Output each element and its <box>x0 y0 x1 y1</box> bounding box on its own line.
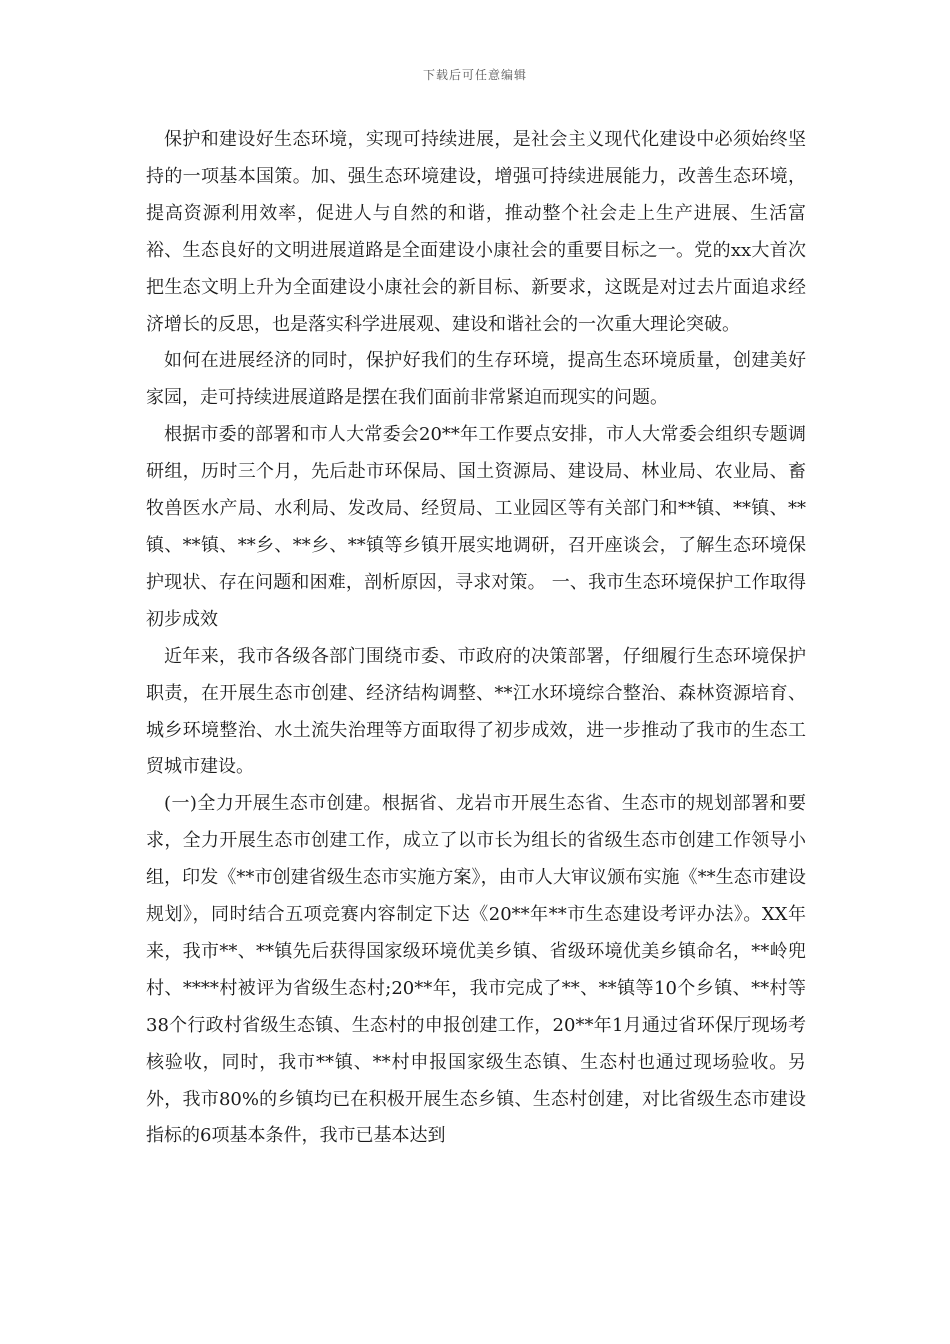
paragraph-achievements: 近年来，我市各级各部门围绕市委、市政府的决策部署，仔细履行生态环境保护职责，在开展生态市创建、经济结构调整、**江水环境综合整治、森林资源培育、城乡环境整治、水土流失治理等方面取得了初步成效，进一步推动了我市的生态工贸城市建设。 <box>146 645 806 778</box>
document-body <box>146 122 806 1155</box>
paragraph-eco-city: (一)全力开展生态市创建。根据省、龙岩市开展生态省、生态市的规划部署和要求，全力开展生态市创建工作，成立了以市长为组长的省级生态市创建工作领导小组，印发《**市创建省级生态市实施方案》，由市人大审议颁布实施《**生态市建设规划》，同时结合五项竞赛内容制定下达《20**年**市生态建设考评办法》。XX年来，我市**、**镇先后获得国家级环境优美乡镇、省级环境优美乡镇命名，**岭兜村、****村被评为省级生态村;20**年，我市完成了**、**镇等10个乡镇、**村等38个行政村省级生态镇、生态村的申报创建工作，20**年1月通过省环保厅现场考核验收，同时，我市**镇、**村申报国家级生态镇、生态村也通过现场验收。另外，我市80%的乡镇均已在积极开展生态乡镇、生态村创建，对比省级生态市建设指标的6项基本条件，我市已基本达到 <box>146 793 806 1147</box>
paragraph-intro: 保护和建设好生态环境，实现可持续进展，是社会主义现代化建设中必须始终坚持的一项基本国策。加、强生态环境建设，增强可持续进展能力，改善生态环境，提高资源利用效率，促进人与自然的和谐，推动整个社会走上生产进展、生活富裕、生态良好的文明进展道路是全面建设小康社会的重要目标之一。党的xx大首次把生态文明上升为全面建设小康社会的新目标、新要求，这既是对过去片面追求经济增长的反思，也是落实科学进展观、建设和谐社会的一次重大理论突破。 <box>146 129 806 335</box>
paragraph-question: 如何在进展经济的同时，保护好我们的生存环境，提高生态环境质量，创建美好家园，走可持续进展道路是摆在我们面前非常紧迫而现实的问题。 <box>146 350 806 409</box>
paragraph-research: 根据市委的部署和市人大常委会20**年工作要点安排，市人大常委会组织专题调研组，历时三个月，先后赴市环保局、国土资源局、建设局、林业局、农业局、畜牧兽医水产局、水利局、发改局、经贸局、工业园区等有关部门和**镇、**镇、**镇、**镇、**乡、**乡、**镇等乡镇开展实地调研，召开座谈会，了解生态环境保护现状、存在问题和困难，剖析原因，寻求对策。 一、我市生态环境保护工作取得初步成效 <box>146 424 806 630</box>
page-header: 下载后可任意编辑 <box>422 68 527 82</box>
